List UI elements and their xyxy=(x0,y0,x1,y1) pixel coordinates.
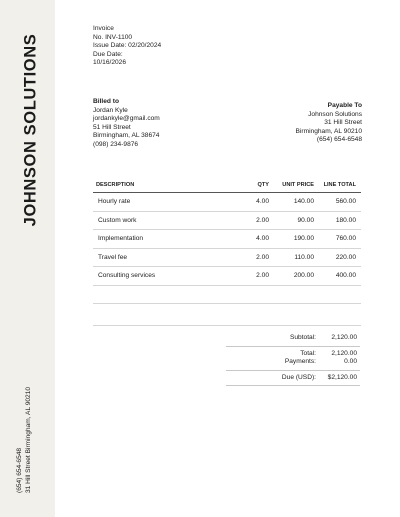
billed-to-heading: Billed to xyxy=(93,98,120,105)
row-line-total: 220.00 xyxy=(335,253,356,261)
header-unit-price: UNIT PRICE xyxy=(282,181,314,188)
sidebar-band xyxy=(0,0,55,517)
payments-label: Payments: xyxy=(284,358,316,366)
invoice-title: Invoice xyxy=(93,25,114,32)
row-line-total: 400.00 xyxy=(335,272,356,280)
header-line-total: LINE TOTAL xyxy=(323,181,356,188)
issue-date: Issue Date: 02/20/2024 xyxy=(93,42,162,50)
payee-street: 31 Hill Street xyxy=(324,119,362,127)
row-description: Custom work xyxy=(98,216,137,224)
row-description: Travel fee xyxy=(98,253,128,261)
amount-due-row xyxy=(226,371,360,387)
row-qty: 2.00 xyxy=(256,216,269,224)
total-label: Total: xyxy=(300,349,316,357)
client-name: Jordan Kyle xyxy=(93,106,128,114)
due-date-label: Due Date: xyxy=(93,50,123,58)
payee-phone: (654) 654-6548 xyxy=(316,136,362,144)
payable-to xyxy=(296,102,362,145)
row-qty: 2.00 xyxy=(256,272,269,280)
invoice-number: No. INV-1100 xyxy=(93,33,133,41)
payee-name: Johnson Solutions xyxy=(308,110,362,118)
row-description: Hourly rate xyxy=(98,198,131,206)
totals-block xyxy=(226,331,360,386)
payments-value: 0.00 xyxy=(344,358,357,366)
due-date: 10/16/2026 xyxy=(93,59,127,67)
company-name: JOHNSON SOLUTIONS xyxy=(21,33,40,227)
invoice-info xyxy=(93,25,161,68)
line-items-table xyxy=(93,177,361,304)
row-unit-price: 90.00 xyxy=(297,216,314,224)
company-phone: (654) 654-6548 xyxy=(16,447,23,493)
row-qty: 4.00 xyxy=(256,235,269,243)
total-payments-values xyxy=(316,350,360,367)
totals-divider xyxy=(93,325,361,326)
company-address: 31 Hill Street Birmingham, AL 90210 xyxy=(24,386,32,493)
row-unit-price: 200.00 xyxy=(293,272,314,280)
row-line-total: 560.00 xyxy=(335,198,356,206)
header-qty: QTY xyxy=(257,181,269,188)
table-row xyxy=(93,193,361,212)
empty-table-row xyxy=(93,286,361,305)
payee-city: Birmingham, AL 90210 xyxy=(295,127,362,135)
billed-to xyxy=(93,98,160,150)
client-phone: (098) 234-9876 xyxy=(93,140,139,148)
table-row xyxy=(93,249,361,268)
amount-due-value: $2,120.00 xyxy=(327,373,357,381)
table-header xyxy=(93,177,361,193)
subtotal-label: Subtotal: xyxy=(289,334,316,341)
header-description: DESCRIPTION xyxy=(96,181,135,188)
company-contact xyxy=(16,387,33,493)
amount-due-label: Due (USD): xyxy=(281,373,316,381)
row-description: Implementation xyxy=(98,235,144,243)
row-unit-price: 140.00 xyxy=(293,198,314,206)
table-row xyxy=(93,267,361,286)
total-payments-row xyxy=(226,347,360,371)
client-email: jordankyle@gmail.com xyxy=(93,115,160,123)
total-value: 2,120.00 xyxy=(331,349,357,357)
row-description: Consulting services xyxy=(98,272,156,280)
row-unit-price: 190.00 xyxy=(293,235,314,243)
row-line-total: 180.00 xyxy=(335,216,356,224)
client-street: 51 Hill Street xyxy=(93,123,131,131)
subtotal-row xyxy=(226,331,360,347)
payable-to-heading: Payable To xyxy=(327,102,362,109)
client-city: Birmingham, AL 38674 xyxy=(93,132,160,140)
row-qty: 2.00 xyxy=(256,253,269,261)
row-unit-price: 110.00 xyxy=(294,253,314,261)
row-line-total: 760.00 xyxy=(335,235,356,243)
row-qty: 4.00 xyxy=(256,198,269,206)
table-row xyxy=(93,212,361,231)
table-row xyxy=(93,230,361,249)
subtotal-value: 2,120.00 xyxy=(331,334,357,341)
total-payments-labels xyxy=(285,350,316,367)
